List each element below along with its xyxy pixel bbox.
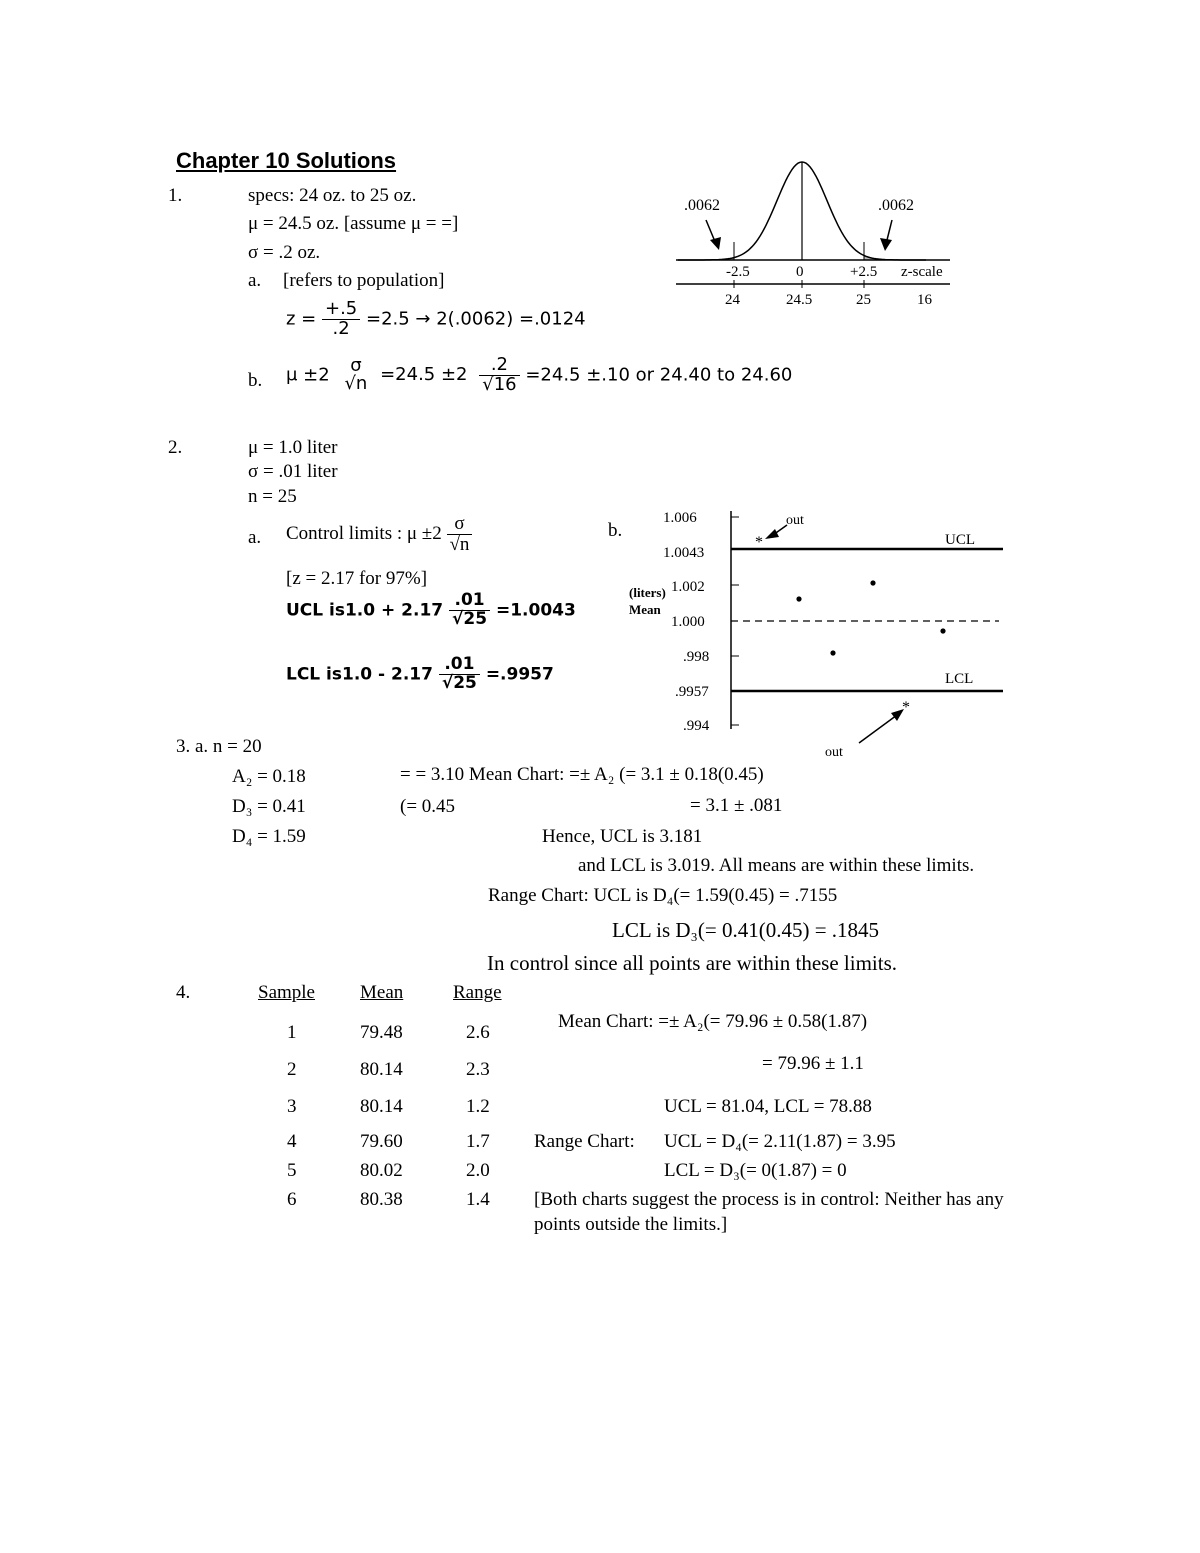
- p2-cl-text: Control limits : μ ±2: [286, 522, 442, 544]
- p3-ucl: Hence, UCL is 3.181: [542, 826, 703, 847]
- p3-rbar: (= 0.45: [400, 796, 456, 817]
- p1-sigma: σ = .2 oz.: [248, 242, 321, 263]
- p3-d4: D₄ = 1.59: [232, 826, 306, 847]
- z-scale-label: z-scale: [901, 264, 943, 280]
- control-chart: [625, 503, 1025, 763]
- p1-b-den: √16: [482, 373, 517, 395]
- p2-cl-num: σ: [447, 514, 473, 535]
- z-tick-neg: -2.5: [726, 264, 750, 280]
- problem-2-number: 2.: [168, 437, 183, 458]
- p2-control-limits: [286, 514, 472, 555]
- table-cell: 1.2: [466, 1096, 490, 1117]
- p2-z-note: [z = 2.17 for 97%]: [286, 568, 428, 589]
- p2-ucl-rhs: =1.0043: [495, 600, 576, 621]
- out-label-top: out: [786, 513, 804, 528]
- data-point: [870, 580, 875, 585]
- out-arrow-top-head: [765, 529, 779, 539]
- table-cell: 1: [287, 1022, 297, 1043]
- page-title: Chapter 10 Solutions: [176, 148, 397, 173]
- ucl-label: UCL: [945, 532, 975, 548]
- p1-a-label: a.: [248, 270, 262, 291]
- right-arrow-head: [880, 238, 892, 251]
- p2-lcl-rhs: =.9957: [485, 664, 554, 685]
- table-cell: 80.38: [360, 1189, 403, 1210]
- table-cell: 79.48: [360, 1022, 403, 1043]
- p4-range-ucl: UCL = D₄(= 2.11(1.87) = 3.95: [664, 1131, 896, 1152]
- out-label-bottom: out: [825, 745, 843, 760]
- table-cell: 2.6: [466, 1022, 490, 1043]
- y-tick-998: .998: [683, 649, 710, 665]
- table-cell: 2: [287, 1059, 297, 1080]
- problem-1-number: 1.: [168, 185, 183, 206]
- p4-mean-result: = 79.96 ± 1.1: [762, 1053, 864, 1074]
- out-point-bottom: *: [902, 699, 910, 716]
- p1-b-label: b.: [248, 370, 263, 391]
- y-tick-1-006: 1.006: [663, 510, 697, 526]
- p1-mu: μ = 24.5 oz. [assume μ = =]: [248, 213, 459, 234]
- p1-b-frac2: [479, 356, 519, 395]
- x-tick-24: 24: [725, 292, 740, 308]
- p4-conclusion-1: [Both charts suggest the process is in control: Neither has any: [534, 1189, 1004, 1210]
- z-tick-zero: 0: [796, 264, 804, 280]
- table-header-mean: Mean: [360, 982, 404, 1003]
- x-tick-16: 16: [917, 292, 932, 308]
- p2-ucl-num: .01: [449, 592, 490, 611]
- y-tick-1-002: 1.002: [671, 579, 705, 595]
- table-cell: 2.3: [466, 1059, 490, 1080]
- p3-lcl: and LCL is 3.019. All means are within these limits.: [578, 855, 975, 876]
- x-tick-24-5: 24.5: [786, 292, 813, 308]
- p2-ucl-frac: [449, 592, 490, 629]
- p2-n: n = 25: [248, 486, 297, 507]
- data-point: [940, 628, 945, 633]
- p3-range-ucl: Range Chart: UCL is D₄(= 1.59(0.45) = .7155: [488, 885, 838, 906]
- out-arrow-bottom: [859, 715, 897, 743]
- p1-z-lhs: z =: [286, 308, 317, 330]
- p2-lcl-den: √25: [441, 672, 477, 693]
- p4-range-lcl: LCL = D₃(= 0(1.87) = 0: [664, 1160, 847, 1181]
- p2-ucl-lhs: UCL is1.0 + 2.17: [286, 600, 444, 621]
- p1-b-sigma: σ: [350, 354, 362, 376]
- lcl-label: LCL: [945, 671, 974, 687]
- left-arrow-head: [710, 237, 721, 250]
- p2-lcl-equation: [286, 656, 554, 693]
- left-area-label: .0062: [684, 197, 720, 214]
- p3-conclusion: In control since all points are within these limits.: [487, 951, 898, 975]
- table-cell: 1.7: [466, 1131, 490, 1152]
- p1-b-mu: μ ±2: [286, 364, 330, 386]
- p1-z-fraction: [322, 300, 360, 339]
- table-cell: 6: [287, 1189, 297, 1210]
- p1-b-rootn: √n: [344, 373, 368, 395]
- y-tick-1-000: 1.000: [671, 614, 705, 630]
- p1-z-den: .2: [332, 317, 350, 339]
- p2-ucl-equation: [286, 592, 576, 629]
- y-tick-9957: .9957: [675, 684, 709, 700]
- table-cell: 80.14: [360, 1096, 403, 1117]
- table-header-range: Range: [453, 982, 502, 1003]
- p2-cl-frac: [447, 514, 473, 555]
- p1-b-equation: [286, 356, 792, 395]
- p3-label: 3. a. n = 20: [176, 736, 262, 757]
- p2-sigma: σ = .01 liter: [248, 461, 338, 482]
- problem-4-number: 4.: [176, 982, 191, 1003]
- p3-mean-result: = 3.1 ± .081: [690, 795, 783, 816]
- data-point: [830, 650, 835, 655]
- p4-mean-limits: UCL = 81.04, LCL = 78.88: [664, 1096, 872, 1117]
- out-point-top: *: [755, 534, 763, 551]
- table-header-sample: Sample: [258, 982, 315, 1003]
- table-cell: 5: [287, 1160, 297, 1181]
- p2-a-label: a.: [248, 527, 262, 548]
- p1-z-equation: [286, 300, 586, 339]
- x-tick-25: 25: [856, 292, 871, 308]
- z-tick-pos: +2.5: [850, 264, 878, 280]
- normal-curve-diagram: [670, 150, 970, 310]
- y-label-mean: Mean: [629, 602, 661, 617]
- p3-range-lcl: LCL is D₃(= 0.41(0.45) = .1845: [612, 918, 880, 942]
- table-cell: 2.0: [466, 1160, 490, 1181]
- p2-cl-den: √n: [449, 533, 470, 555]
- p1-b-num: .2: [479, 356, 519, 376]
- p4-mean-chart: Mean Chart: =± A₂(= 79.96 ± 0.58(1.87): [558, 1011, 868, 1032]
- y-tick-994: .994: [683, 718, 710, 734]
- table-cell: 80.02: [360, 1160, 403, 1181]
- p4-conclusion-2: points outside the limits.]: [534, 1214, 728, 1235]
- p1-z-rhs: =2.5 → 2(.0062) =.0124: [366, 308, 586, 330]
- p3-mean-chart: = = 3.10 Mean Chart: =± A₂ (= 3.1 ± 0.18(0.45): [400, 764, 764, 785]
- p2-lcl-num: .01: [439, 656, 480, 675]
- y-tick-1-0043: 1.0043: [663, 545, 705, 561]
- p3-d3: D₃ = 0.41: [232, 796, 306, 817]
- right-area-label: .0062: [878, 197, 914, 214]
- table-cell: 3: [287, 1096, 297, 1117]
- table-cell: 4: [287, 1131, 297, 1152]
- p1-b-frac1: [341, 354, 370, 395]
- table-cell: 79.60: [360, 1131, 403, 1152]
- p1-b-rhs: =24.5 ±.10 or 24.40 to 24.60: [525, 364, 793, 386]
- p2-lcl-lhs: LCL is1.0 - 2.17: [286, 664, 433, 685]
- p3-a2: A₂ = 0.18: [232, 766, 306, 787]
- p4-range-chart-label: Range Chart:: [534, 1131, 635, 1152]
- p1-z-num: +.5: [322, 300, 360, 320]
- p1-b-mid: =24.5 ±2: [380, 364, 468, 386]
- y-label-liters: (liters): [629, 585, 666, 600]
- p2-mu: μ = 1.0 liter: [248, 437, 338, 458]
- p2-lcl-frac: [439, 656, 480, 693]
- table-cell: 80.14: [360, 1059, 403, 1080]
- p2-b-label: b.: [608, 520, 623, 541]
- table-cell: 1.4: [466, 1189, 490, 1210]
- p2-ucl-den: √25: [452, 608, 488, 629]
- data-point: [796, 596, 801, 601]
- p1-a-text: [refers to population]: [283, 270, 445, 291]
- p1-specs: specs: 24 oz. to 25 oz.: [248, 185, 417, 206]
